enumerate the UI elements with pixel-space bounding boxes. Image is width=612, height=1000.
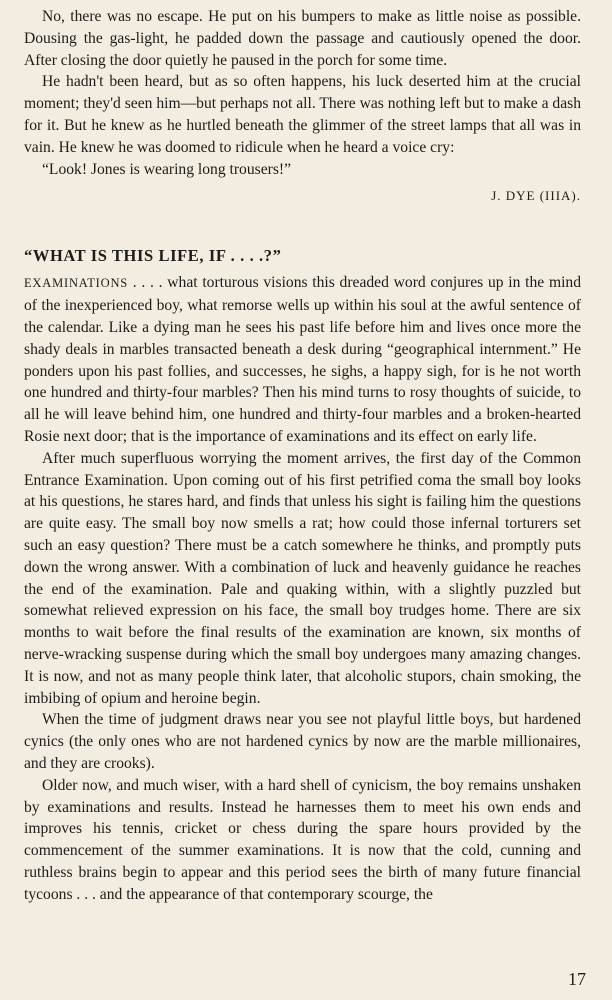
story-paragraph: He hadn't been heard, but as so often happens, his luck deserted him at the crucial moment; they'd seen him—but perhaps not all. There was nothing left but to make a dash for it. But he knew as he hurtled beneath the glimmer of the street lamps that all was in vain. He knew he was doomed to ridicule when he heard a voice cry: [24, 73, 581, 156]
essay-title: “WHAT IS THIS LIFE, IF . . . .?” [24, 246, 282, 266]
essay-paragraph: When the time of judgment draws near you see not playful little boys, but hardened cynics (the only ones who are not hardened cynics by now are the marble millionaires, and they are crooks). [24, 711, 581, 772]
lead-text: . . . . what torturous visions this dreaded word conjures up in the mind of the inexperienced boy, what remorse wells up within his soul at the awful sentence of the calendar. Like a dying man he sees his past life before him and lives once more the shady deals in marbles transacted beneath a desk during “geographical internment.” He ponders upon his past follies, and successes, he sighs, a happy sigh, for is he not worth one hundred and thirty-four marbles? Then his mind turns to rosy thoughts of suicide, to all he will leave behind him, one hundred and thirty-four marbles and a broken-hearted Rosie next door; that is the importance of examinations and its effect on early life. [24, 274, 581, 445]
story-paragraph: No, there was no escape. He put on his bumpers to make as little noise as possible. Dousing the gas-light, he padded down the passage and cautiously opened the door. After closing the door quietly he paused in the porch for some time. [24, 8, 581, 69]
essay-paragraph: Older now, and much wiser, with a hard shell of cynicism, the boy remains unshaken by examinations and results. Instead he harnesses them to meet his own ends and improves his tennis, cricket or chess during the spare hours provided by the commencement of the summer examinations. It is now that the cold, cunning and ruthless brains begin to appear and this period sees the birth of many future financial tycoons . . . and the appearance of that contemporary scourge, the [24, 776, 581, 903]
page-body [24, 0, 581, 905]
essay-lead-paragraph [24, 272, 581, 447]
lead-word: EXAMINATIONS [24, 276, 129, 291]
essay-paragraph: After much superfluous worrying the moment arrives, the first day of the Common Entrance Examination. Upon coming out of his first petrified coma the small boy looks at his questions, he stares hard, and finds that unless his sight is failing him the questions are quite easy. The small boy now smells a rat; how could those infernal torturers set such an easy question? There must be a catch somewhere he thinks, and promptly puts down the wrong answer. With a combination of luck and heavenly guidance he reaches the end of the examination. Pale and quaking within, with a slightly puzzled but somewhat relieved expression on his face, the small boy trudges home. There are six months to wait before the final results of the examination are known, six months of nerve-wracking suspense during which the small boy undergoes many amazing changes. It is now, and not as many people think later, that alcoholic stupors, chain smoking, the imbibing of opium and heroine begin. [24, 449, 581, 707]
story-paragraph: “Look! Jones is wearing long trousers!” [42, 160, 292, 178]
story-author: J. DYE (IIIA). [491, 188, 581, 204]
page-number: 17 [568, 969, 586, 989]
